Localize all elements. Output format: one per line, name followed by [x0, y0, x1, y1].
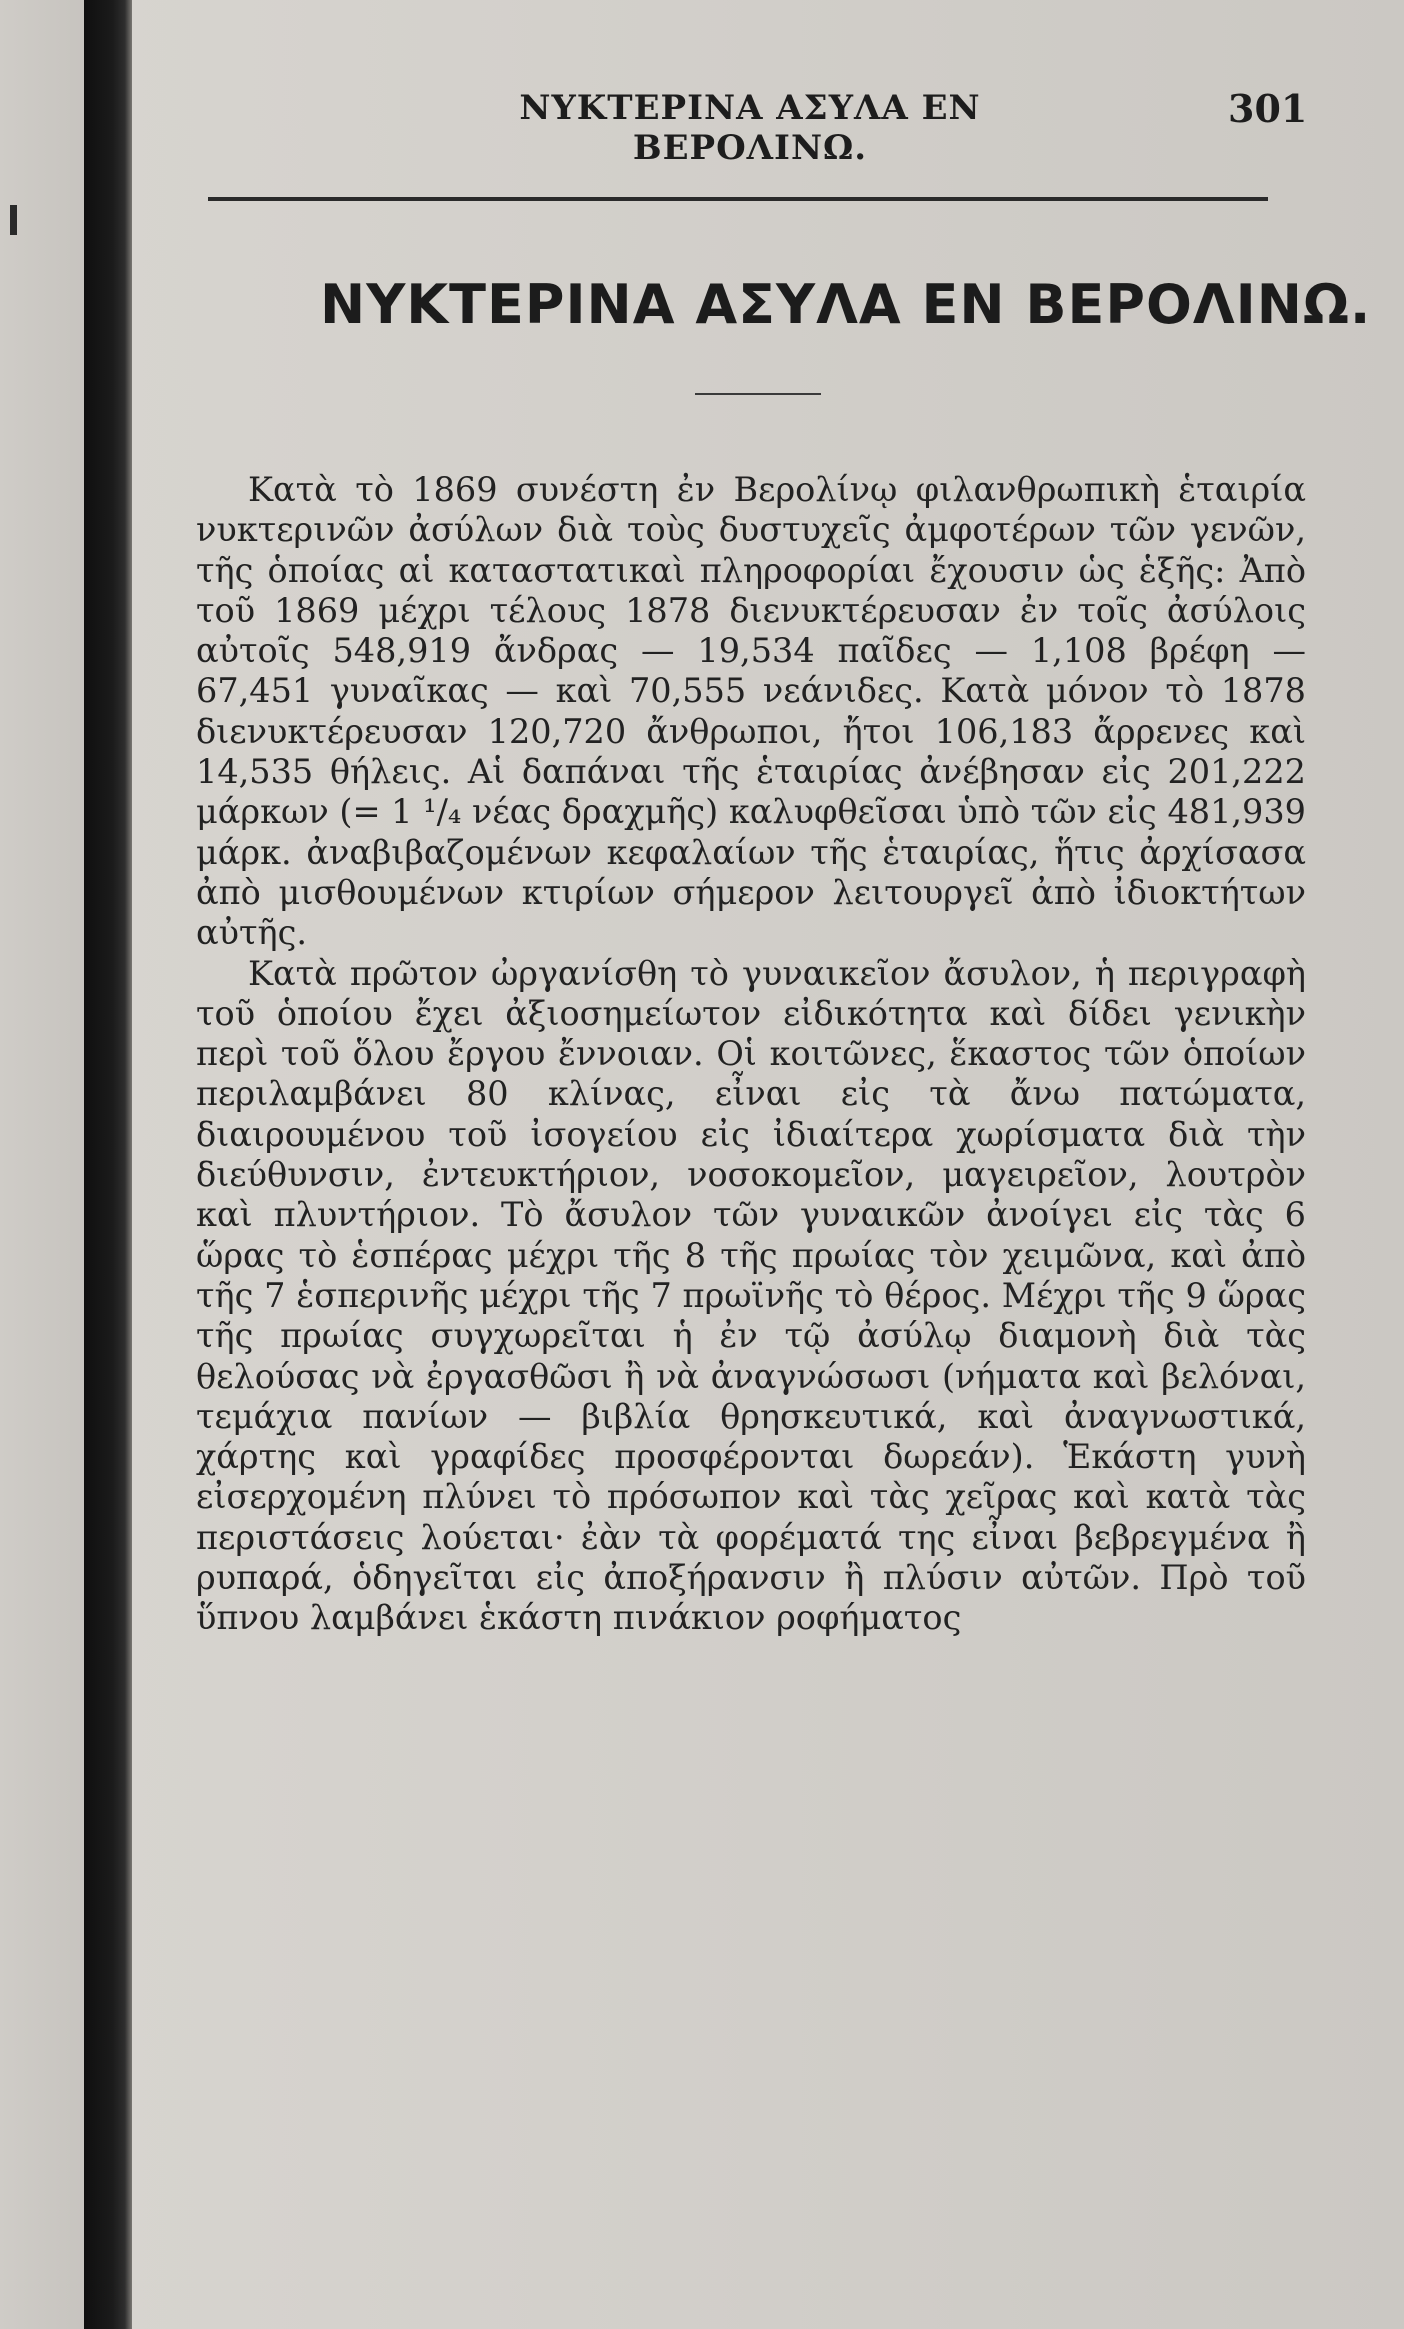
title-rule	[695, 393, 821, 395]
page-number: 301	[1228, 86, 1308, 131]
running-head: ΝΥΚΤΕΡΙΝΑ ΑΣΥΛΑ ΕΝ ΒΕΡΟΛΙΝΩ.	[519, 88, 981, 168]
facing-page-edge	[0, 0, 84, 2329]
facing-page-mark	[10, 205, 17, 235]
paragraph: Κατὰ πρῶτον ὠργανίσθη τὸ γυναικεῖον ἄσυλον, ἡ περιγραφὴ τοῦ ὁποίου ἔχει ἀξιοσημείωτον εἰδικότητα καὶ δίδει γενικὴν περὶ τοῦ ὅλου ἔργου ἔννοιαν. Οἱ κοιτῶνες, ἕκαστος τῶν ὁποίων περιλαμβάνει 80 κλίνας, εἶναι εἰς τὰ ἄνω πατώματα, διαιρουμένου τοῦ ἰσογείου εἰς ἰδιαίτερα χωρίσματα διὰ τὴν διεύθυνσιν, ἐντευκτήριον, νοσοκομεῖον, μαγειρεῖον, λουτρὸν καὶ πλυντήριον. Τὸ ἄσυλον τῶν γυναικῶν ἀνοίγει εἰς τὰς 6 ὥρας τὸ ἑσπέρας μέχρι τῆς 8 τῆς πρωίας τὸν χειμῶνα, καὶ ἀπὸ τῆς 7 ἑσπερινῆς μέχρι τῆς 7 πρωϊνῆς τὸ θέρος. Μέχρι τῆς 9 ὥρας τῆς πρωίας συγχωρεῖται ἡ ἐν τῷ ἀσύλῳ διαμονὴ διὰ τὰς θελούσας νὰ ἐργασθῶσι ἢ νὰ ἀναγνώσωσι (νήματα καὶ βελόναι, τεμάχια πανίων — βιβλία θρησκευτικά, καὶ ἀναγνωστικά, χάρτης καὶ γραφίδες προσφέρονται δωρεάν). Ἑκάστη γυνὴ εἰσερχομένη πλύνει τὸ πρόσωπον καὶ τὰς χεῖρας καὶ κατὰ τὰς περιστάσεις λούεται· ἐὰν τὰ φορέματά της εἶναι βεβρεγμένα ἢ ρυπαρά, ὁδηγεῖται εἰς ἀποξήρανσιν ἢ πλύσιν αὐτῶν. Πρὸ τοῦ ὕπνου λαμβάνει ἑκάστη πινάκιον ροφήματος	[196, 953, 1306, 1638]
article-title: ΝΥΚΤΕΡΙΝΑ ΑΣΥΛΑ ΕΝ ΒΕΡΟΛΙΝΩ.	[320, 273, 1372, 336]
book-spine	[84, 0, 132, 2329]
paragraph: Κατὰ τὸ 1869 συνέστη ἐν Βερολίνῳ φιλανθρωπικὴ ἑταιρία νυκτερινῶν ἀσύλων διὰ τοὺς δυστυχεῖς ἀμφοτέρων τῶν γενῶν, τῆς ὁποίας αἱ καταστατικαὶ πληροφορίαι ἔχουσιν ὡς ἑξῆς: Ἀπὸ τοῦ 1869 μέχρι τέλους 1878 διενυκτέρευσαν ἐν τοῖς ἀσύλοις αὐτοῖς 548,919 ἄνδρας — 19,534 παῖδες — 1,108 βρέφη — 67,451 γυναῖκας — καὶ 70,555 νεάνιδες. Κατὰ μόνον τὸ 1878 διενυκτέρευσαν 120,720 ἄνθρωποι, ἤτοι 106,183 ἄρρενες καὶ 14,535 θήλεις. Αἱ δαπάναι τῆς ἑταιρίας ἀνέβησαν εἰς 201,222 μάρκων (= 1 ¹/₄ νέας δραχμῆς) καλυφθεῖσαι ὑπὸ τῶν εἰς 481,939 μάρκ. ἀναβιβαζομένων κεφαλαίων τῆς ἑταιρίας, ἥτις ἀρχίσασα ἀπὸ μισθουμένων κτιρίων σήμερον λειτουργεῖ ἀπὸ ἰδιοκτήτων αὐτῆς.	[196, 470, 1306, 953]
header-rule	[208, 197, 1268, 201]
article-body	[196, 470, 1306, 1639]
